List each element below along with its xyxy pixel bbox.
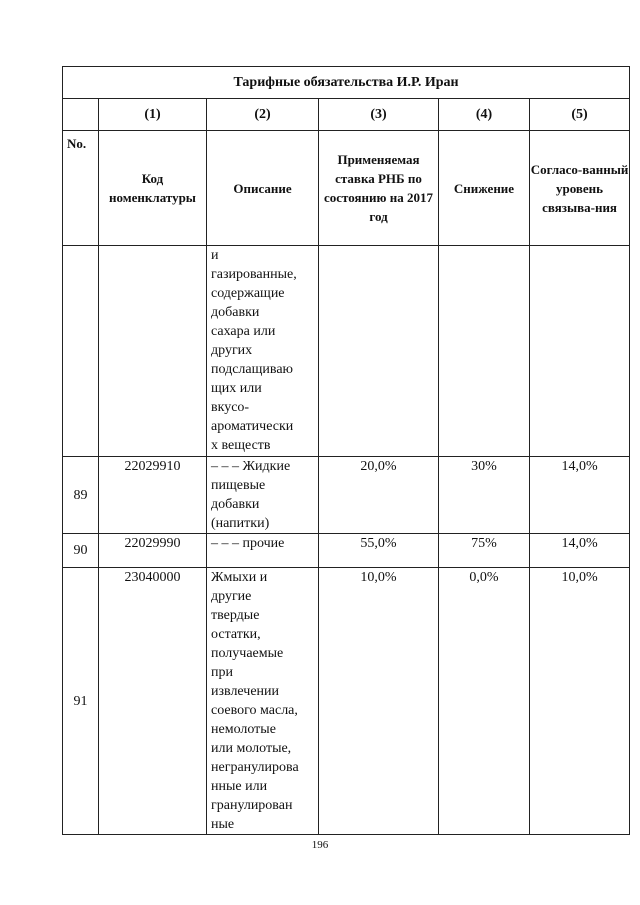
tariff-table [62, 66, 630, 835]
table-row [63, 568, 630, 835]
col-number: (2) [207, 99, 319, 131]
page-number: 196 [311, 839, 329, 851]
col-number: (1) [99, 99, 207, 131]
header-bound: Согласо-ванный уровень связыва-ния [530, 131, 630, 246]
row-rate: 55,0% [319, 534, 439, 568]
row-code: 23040000 [99, 568, 207, 835]
blank-cell [63, 99, 99, 131]
row-reduction: 75% [439, 534, 530, 568]
row-no: 89 [63, 457, 99, 534]
row-code: 22029910 [99, 457, 207, 534]
row-rate: 20,0% [319, 457, 439, 534]
header-reduction: Снижение [439, 131, 530, 246]
col-number: (5) [530, 99, 630, 131]
row-reduction: 30% [439, 457, 530, 534]
col-number: (3) [319, 99, 439, 131]
table-row [63, 534, 630, 568]
row-no: 91 [63, 568, 99, 835]
row-bound: 14,0% [530, 534, 630, 568]
col-number: (4) [439, 99, 530, 131]
row-bound: 14,0% [530, 457, 630, 534]
table-row [63, 457, 630, 534]
row-bound: 10,0% [530, 568, 630, 835]
row-description: – – – прочие [207, 534, 319, 568]
row-no: 90 [63, 534, 99, 568]
header-no: No. [63, 131, 99, 246]
row-rate: 10,0% [319, 568, 439, 835]
continuation-row [63, 246, 630, 457]
continuation-description: и газированные, содержащие добавки сахара или других подслащиваю щих или вкусо- ароматически х веществ [207, 246, 319, 457]
row-reduction: 0,0% [439, 568, 530, 835]
header-row [63, 131, 630, 246]
row-description: – – – Жидкие пищевые добавки (напитки) [207, 457, 319, 534]
header-rate: Применяемая ставка РНБ по состоянию на 2017 год [319, 131, 439, 246]
header-code: Код номенклатуры [99, 131, 207, 246]
table-title: Тарифные обязательства И.Р. Иран [63, 67, 630, 99]
row-description: Жмыхи и другие твердые остатки, получаемые при извлечении соевого масла, немолотые или молотые, негранулирова нные или гранулирован ные [207, 568, 319, 835]
column-number-row [63, 99, 630, 131]
table-title-row [63, 67, 630, 99]
row-code: 22029990 [99, 534, 207, 568]
header-description: Описание [207, 131, 319, 246]
